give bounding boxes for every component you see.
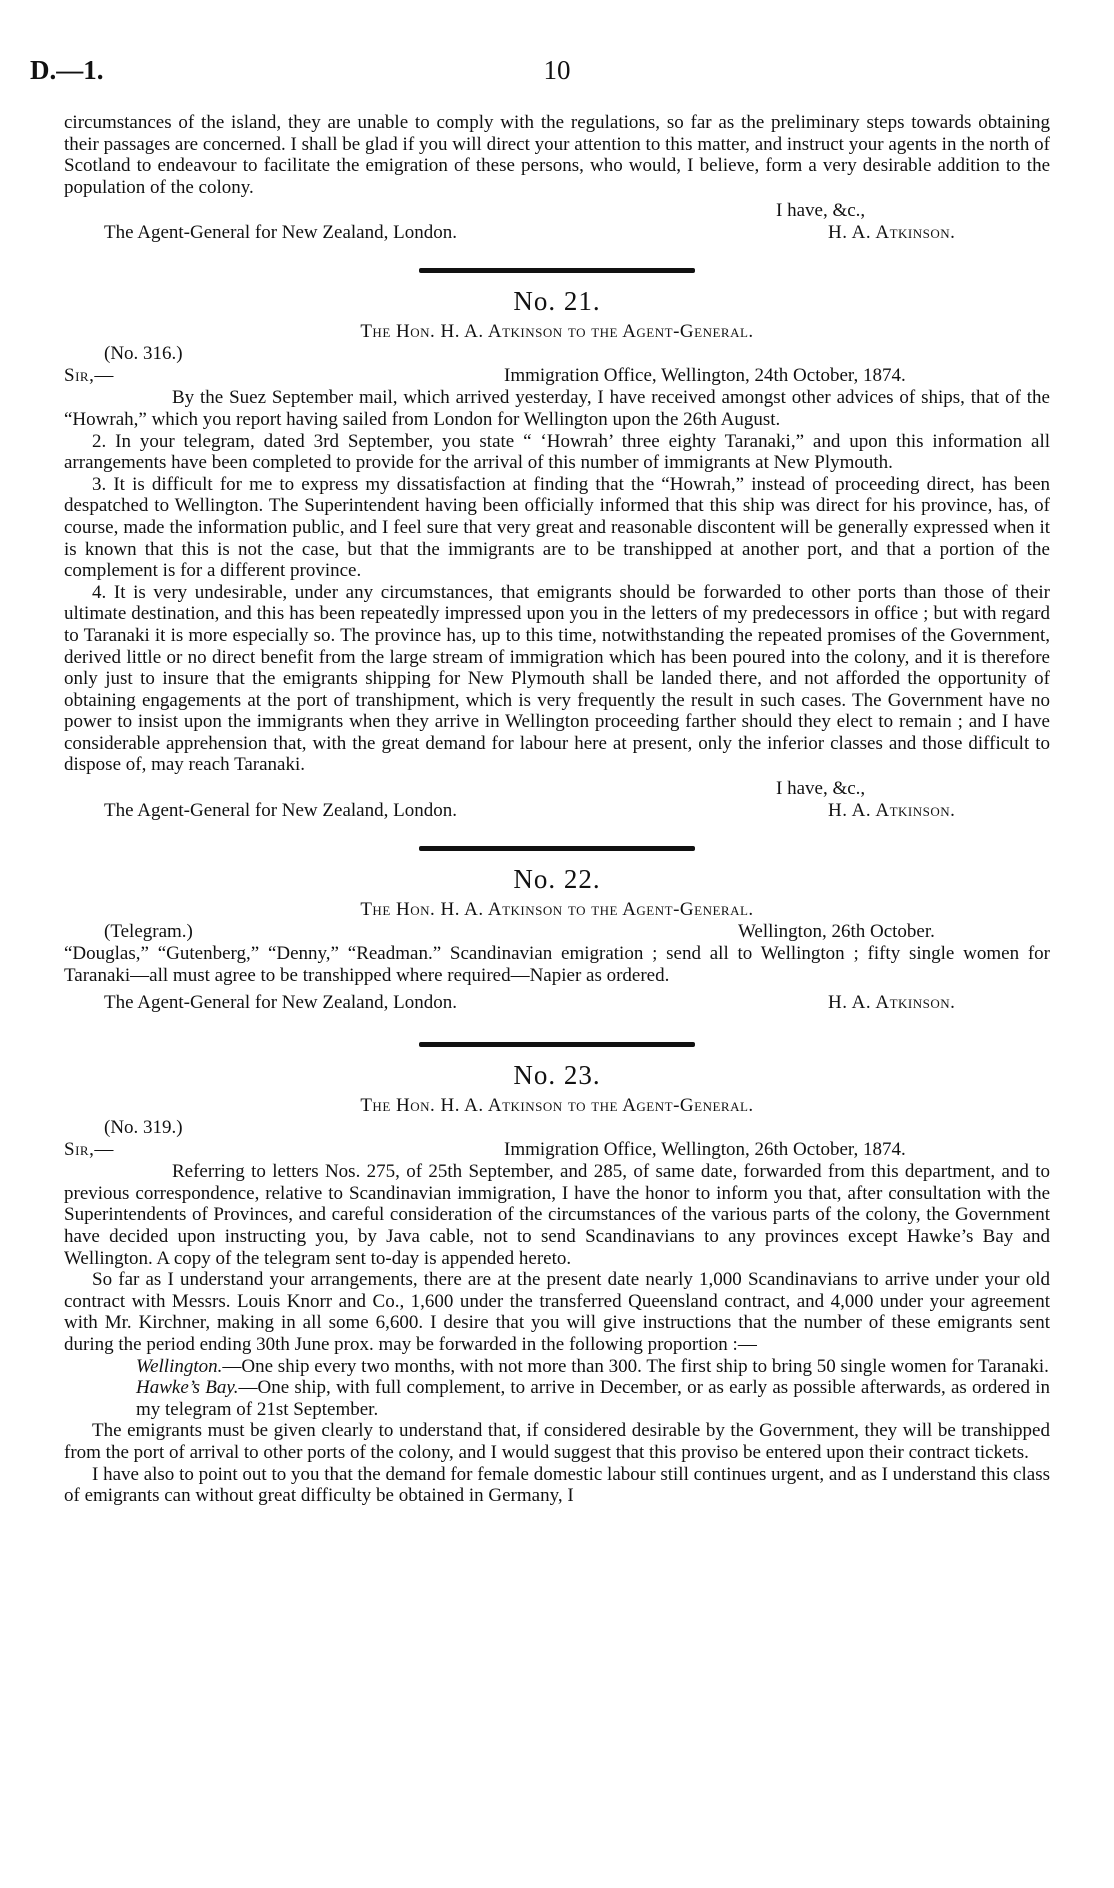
place-date: Immigration Office, Wellington, 26th October, 1874. [504, 1139, 906, 1161]
page-header [30, 55, 1084, 85]
paragraph-1: Referring to letters Nos. 275, of 25th September, and 285, of same date, forwarded from this department, and to previous correspondence, relative to Scandinavian immigration, I have the honor to inform you that, after consultation with the Superintendents of Provinces, and careful consideration of the circumstances of the various parts of the colony, the Government have decided upon instructing you, by Java cable, not to send Scandinavians to any provinces except Hawke’s Bay and Wellington. A copy of the telegram sent to-day is appended hereto. [64, 1161, 1050, 1269]
letter-no-22 [64, 863, 1050, 1018]
place-date: Immigration Office, Wellington, 24th October, 1874. [504, 365, 906, 387]
letter-ref: (No. 316.) [104, 343, 183, 365]
letter-no-21 [64, 285, 1050, 822]
page-number: 10 [543, 55, 571, 85]
closing-line: I have, &c., [776, 778, 866, 800]
letter-no-23 [64, 1059, 1050, 1507]
signature: H. A. Atkinson. [828, 800, 956, 822]
letter-heading: The Hon. H. A. Atkinson to the Agent-General. [360, 1095, 754, 1117]
item-text: —One ship, with full complement, to arrive in December, or as early as possible afterwards, as ordered in my telegram of 21st September. [136, 1377, 1050, 1420]
paragraph-4: 4. It is very undesirable, under any circumstances, that emigrants should be forwarded to other ports than those of their ultimate destination, and this has been repeatedly impressed upon you in the letters of my predecessors in office ; but with regard to Taranaki it is more especially so. The province has, up to this time, notwithstanding the repeated promises of the Government, derived little or no direct benefit from the large stream of immigration which has been poured into the colony, and it is therefore only just to insure that the emigrants shipping for New Plymouth shall be landed there, and not afforded the opportunity of obtaining engagements at the port of transhipment, which is very frequently the result in such cases. The Government have no power to insist upon the immigrants when they arrive in Wellington proceeding farther should they elect to remain ; and I have considerable apprehension that, with the great demand for labour here at present, only the inferior classes and those difficult to dispose of, may reach Taranaki. [64, 581, 1050, 776]
signature: H. A. Atkinson. [828, 992, 956, 1014]
letter-21-signature-block [64, 778, 1050, 822]
paragraph-1: By the Suez September mail, which arrived yesterday, I have received amongst other advices of ships, that of the “Howrah,” which you report having sailed from London for Wellington upon the 26th August. [64, 387, 1050, 430]
telegram-line [64, 921, 1050, 943]
letter-ref: (Telegram.) [104, 921, 193, 943]
item-label: Hawke’s Bay. [136, 1377, 239, 1399]
addressee: The Agent-General for New Zealand, London. [104, 992, 457, 1014]
intro-paragraph: circumstances of the island, they are unable to comply with the regulations, so far as the preliminary steps towards obtaining their passages are concerned. I shall be glad if you will direct your attention to this matter, and instruct your agents in the north of Scotland to endeavour to facilitate the emigration of these persons, who would, I believe, form a very desirable addition to the population of the colony. [64, 112, 1050, 198]
letter-heading: The Hon. H. A. Atkinson to the Agent-General. [360, 899, 754, 921]
paragraph-2: 2. In your telegram, dated 3rd September, you state “ ‘Howrah’ three eighty Taranaki,” and upon this information all arrangements have been completed to provide for the arrival of this number of immigrants at New Plymouth. [64, 430, 1050, 474]
letter-number: No. 21. [513, 286, 601, 317]
letter-number: No. 23. [513, 1060, 601, 1091]
letter-22-signature-block [64, 992, 1050, 1018]
paragraph-3: The emigrants must be given clearly to understand that, if considered desirable by the Government, they will be transhipped from the port of arrival to other ports of the colony, and I would suggest that this proviso be entered upon their contract tickets. [64, 1420, 1050, 1463]
addressee: The Agent-General for New Zealand, London. [104, 800, 457, 822]
letter-ref: (No. 319.) [104, 1117, 183, 1139]
salutation-line [64, 365, 1050, 387]
item-label: Wellington. [136, 1355, 223, 1377]
salutation: Sir,— [64, 365, 114, 387]
paragraph-2: So far as I understand your arrangements, there are at the present date nearly 1,000 Scandinavians to arrive under your old contract with Messrs. Louis Knorr and Co., 1,600 under the transferred Queensland contract, and 4,000 under your agreement with Mr. Kirchner, making in all some 6,600. I desire that you will give instructions that the number of these emigrants sent during the period ending 30th June prox. may be forwarded in the following proportion :— [64, 1269, 1050, 1355]
signature: H. A. Atkinson. [828, 222, 956, 244]
letter-number: No. 22. [513, 864, 601, 895]
paragraph-3: 3. It is difficult for me to express my dissatisfaction at finding that the “Howrah,” instead of proceeding direct, has been despatched to Wellington. The Superintendent having been officially informed that this ship was direct for his province, has, of course, made the information public, and I feel sure that very great and reasonable discontent will be generally expressed when it is known that this is not the case, but that the immigrants are to be transhipped at another port, and that a portion of the complement is for a different province. [64, 473, 1050, 582]
paragraph-4: I have also to point out to you that the demand for female domestic labour still continues urgent, and as I understand this class of emigrants can without great difficulty be obtained in Germany, I [64, 1463, 1050, 1507]
salutation-line [64, 1139, 1050, 1161]
proportion-item-wellington [64, 1356, 1050, 1378]
place-date: Wellington, 26th October. [738, 921, 935, 943]
letter-heading: The Hon. H. A. Atkinson to the Agent-General. [360, 321, 754, 343]
closing-line: I have, &c., [776, 200, 866, 222]
document-reference: D.—1. [30, 55, 104, 85]
item-text: —One ship every two months, with not more than 300. The first ship to bring 50 single women for Taranaki. [222, 1355, 1049, 1377]
proportion-item-hawkes-bay [64, 1377, 1050, 1420]
intro-signature-block [64, 200, 1050, 244]
salutation: Sir,— [64, 1139, 114, 1161]
addressee: The Agent-General for New Zealand, London. [104, 222, 457, 244]
telegram-body: “Douglas,” “Gutenberg,” “Denny,” “Readman.” Scandinavian emigration ; send all to Wellington ; fifty single women for Taranaki—all must agree to be transhipped where required—Napier as ordered. [64, 943, 1050, 986]
page-content [64, 112, 1050, 1507]
